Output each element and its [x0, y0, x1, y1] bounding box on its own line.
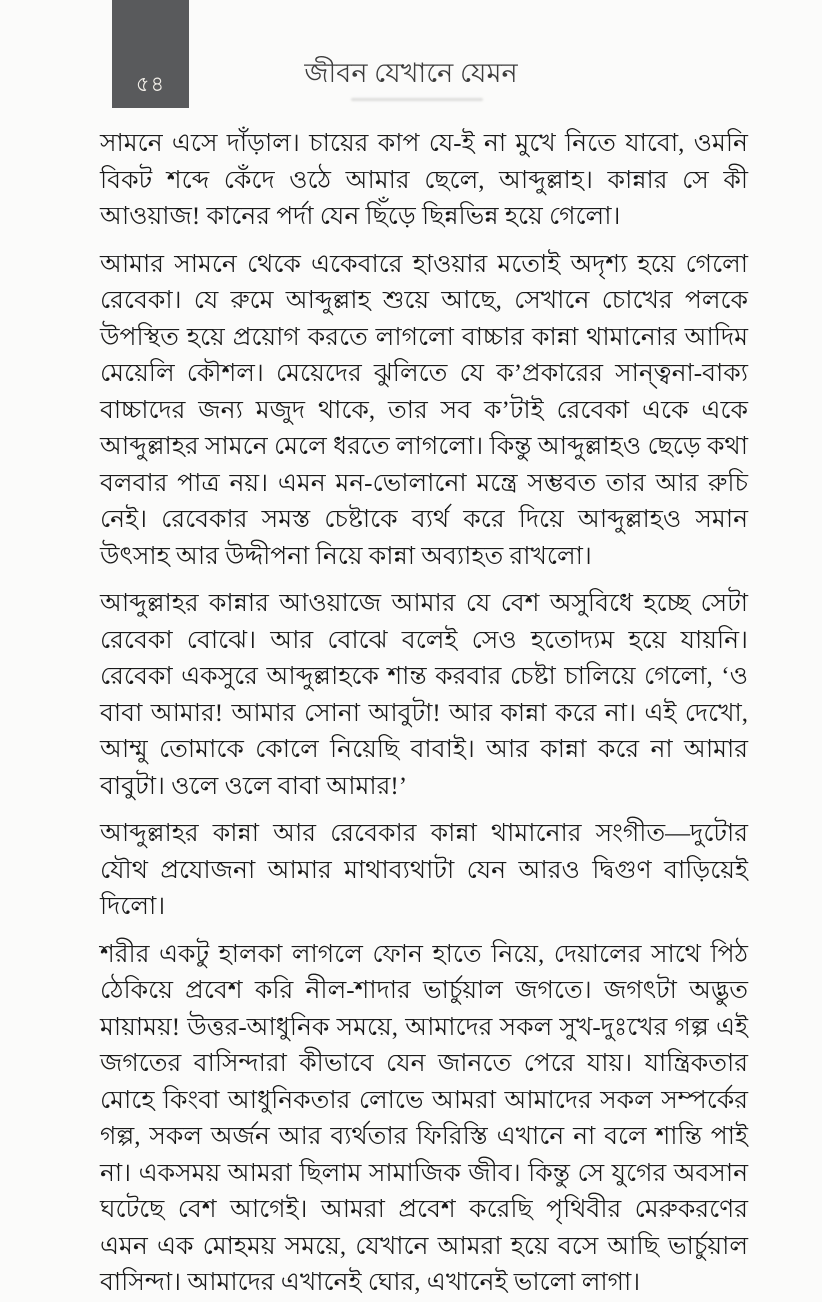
- body-text: [100, 126, 748, 1302]
- page-header-title: জীবন যেখানে যেমন: [304, 58, 518, 88]
- title-underline: [351, 98, 483, 101]
- paragraph: সামনে এসে দাঁড়াল। চায়ের কাপ যে-ই না মুখে নিতে যাবো, ওমনি বিকট শব্দে কেঁদে ওঠে আমার ছেলে, আব্দুল্লাহ। কান্নার সে কী আওয়াজ! কানের পর্দা যেন ছিঁড়ে ছিন্নভিন্ন হয়ে গেলো।: [100, 130, 748, 230]
- page-number: ৫৪: [135, 72, 166, 96]
- paragraph: আব্দুল্লাহর কান্নার আওয়াজে আমার যে বেশ অসুবিধে হচ্ছে সেটা রেবেকা বোঝে। আর বোঝে বলেই সেও হতোদ্যম হয়ে যায়নি। রেবেকা একসুরে আব্দুল্লাহকে শান্ত করবার চেষ্টা চালিয়ে গেলো, ‘ও বাবা আমার! আমার সোনা আবুটা! আর কান্না করে না। এই দেখো, আম্মু তোমাকে কোলে নিয়েছি বাবাই। আর কান্না করে না আমার বাবুটা। ওলে ওলে বাবা আমার!’: [100, 590, 748, 800]
- paragraph: আব্দুল্লাহর কান্না আর রেবেকার কান্না থামানোর সংগীত—দুটোর যৌথ প্রযোজনা আমার মাথাব্যথাটা যেন আরও দ্বিগুণ বাড়িয়েই দিলো।: [100, 820, 748, 920]
- paragraph: শরীর একটু হালকা লাগলে ফোন হাতে নিয়ে, দেয়ালের সাথে পিঠ ঠেকিয়ে প্রবেশ করি নীল-শাদার ভার্চুয়াল জগতে। জগৎটা অদ্ভুত মায়াময়! উত্তর-আধুনিক সময়ে, আমাদের সকল সুখ-দুঃখের গল্প এই জগতের বাসিন্দারা কীভাবে যেন জানতে পেরে যায়। যান্ত্রিকতার মোহে কিংবা আধুনিকতার লোভে আমরা আমাদের সকল সম্পর্কের গল্প, সকল অর্জন আর ব্যর্থতার ফিরিস্তি এখানে না বলে শান্তি পাই না। একসময় আমরা ছিলাম সামাজিক জীব। কিন্তু সে যুগের অবসান ঘটেছে বেশ আগেই। আমরা প্রবেশ করেছি পৃথিবীর মেরুকরণের এমন এক মোহময় সময়ে, যেখানে আমরা হয়ে বসে আছি ভার্চুয়াল বাসিন্দা। আমাদের এখানেই ঘোর, এখানেই ভালো লাগা।: [100, 940, 748, 1296]
- paragraph: আমার সামনে থেকে একেবারে হাওয়ার মতোই অদৃশ্য হয়ে গেলো রেবেকা। যে রুমে আব্দুল্লাহ শুয়ে আছে, সেখানে চোখের পলকে উপস্থিত হয়ে প্রয়োগ করতে লাগলো বাচ্চার কান্না থামানোর আদিম মেয়েলি কৌশল। মেয়েদের ঝুলিতে যে ক’প্রকারের সান্ত্বনা-বাক্য বাচ্চাদের জন্য মজুদ থাকে, তার সব ক’টাই রেবেকা একে একে আব্দুল্লাহর সামনে মেলে ধরতে লাগলো। কিন্তু আব্দুল্লাহও ছেড়ে কথা বলবার পাত্র নয়। এমন মন-ভোলানো মন্ত্রে সম্ভবত তার আর রুচি নেই। রেবেকার সমস্ত চেষ্টাকে ব্যর্থ করে দিয়ে আব্দুল্লাহও সমান উৎসাহ আর উদ্দীপনা নিয়ে কান্না অব্যাহত রাখলো।: [100, 250, 748, 570]
- page-number-box: [112, 0, 189, 108]
